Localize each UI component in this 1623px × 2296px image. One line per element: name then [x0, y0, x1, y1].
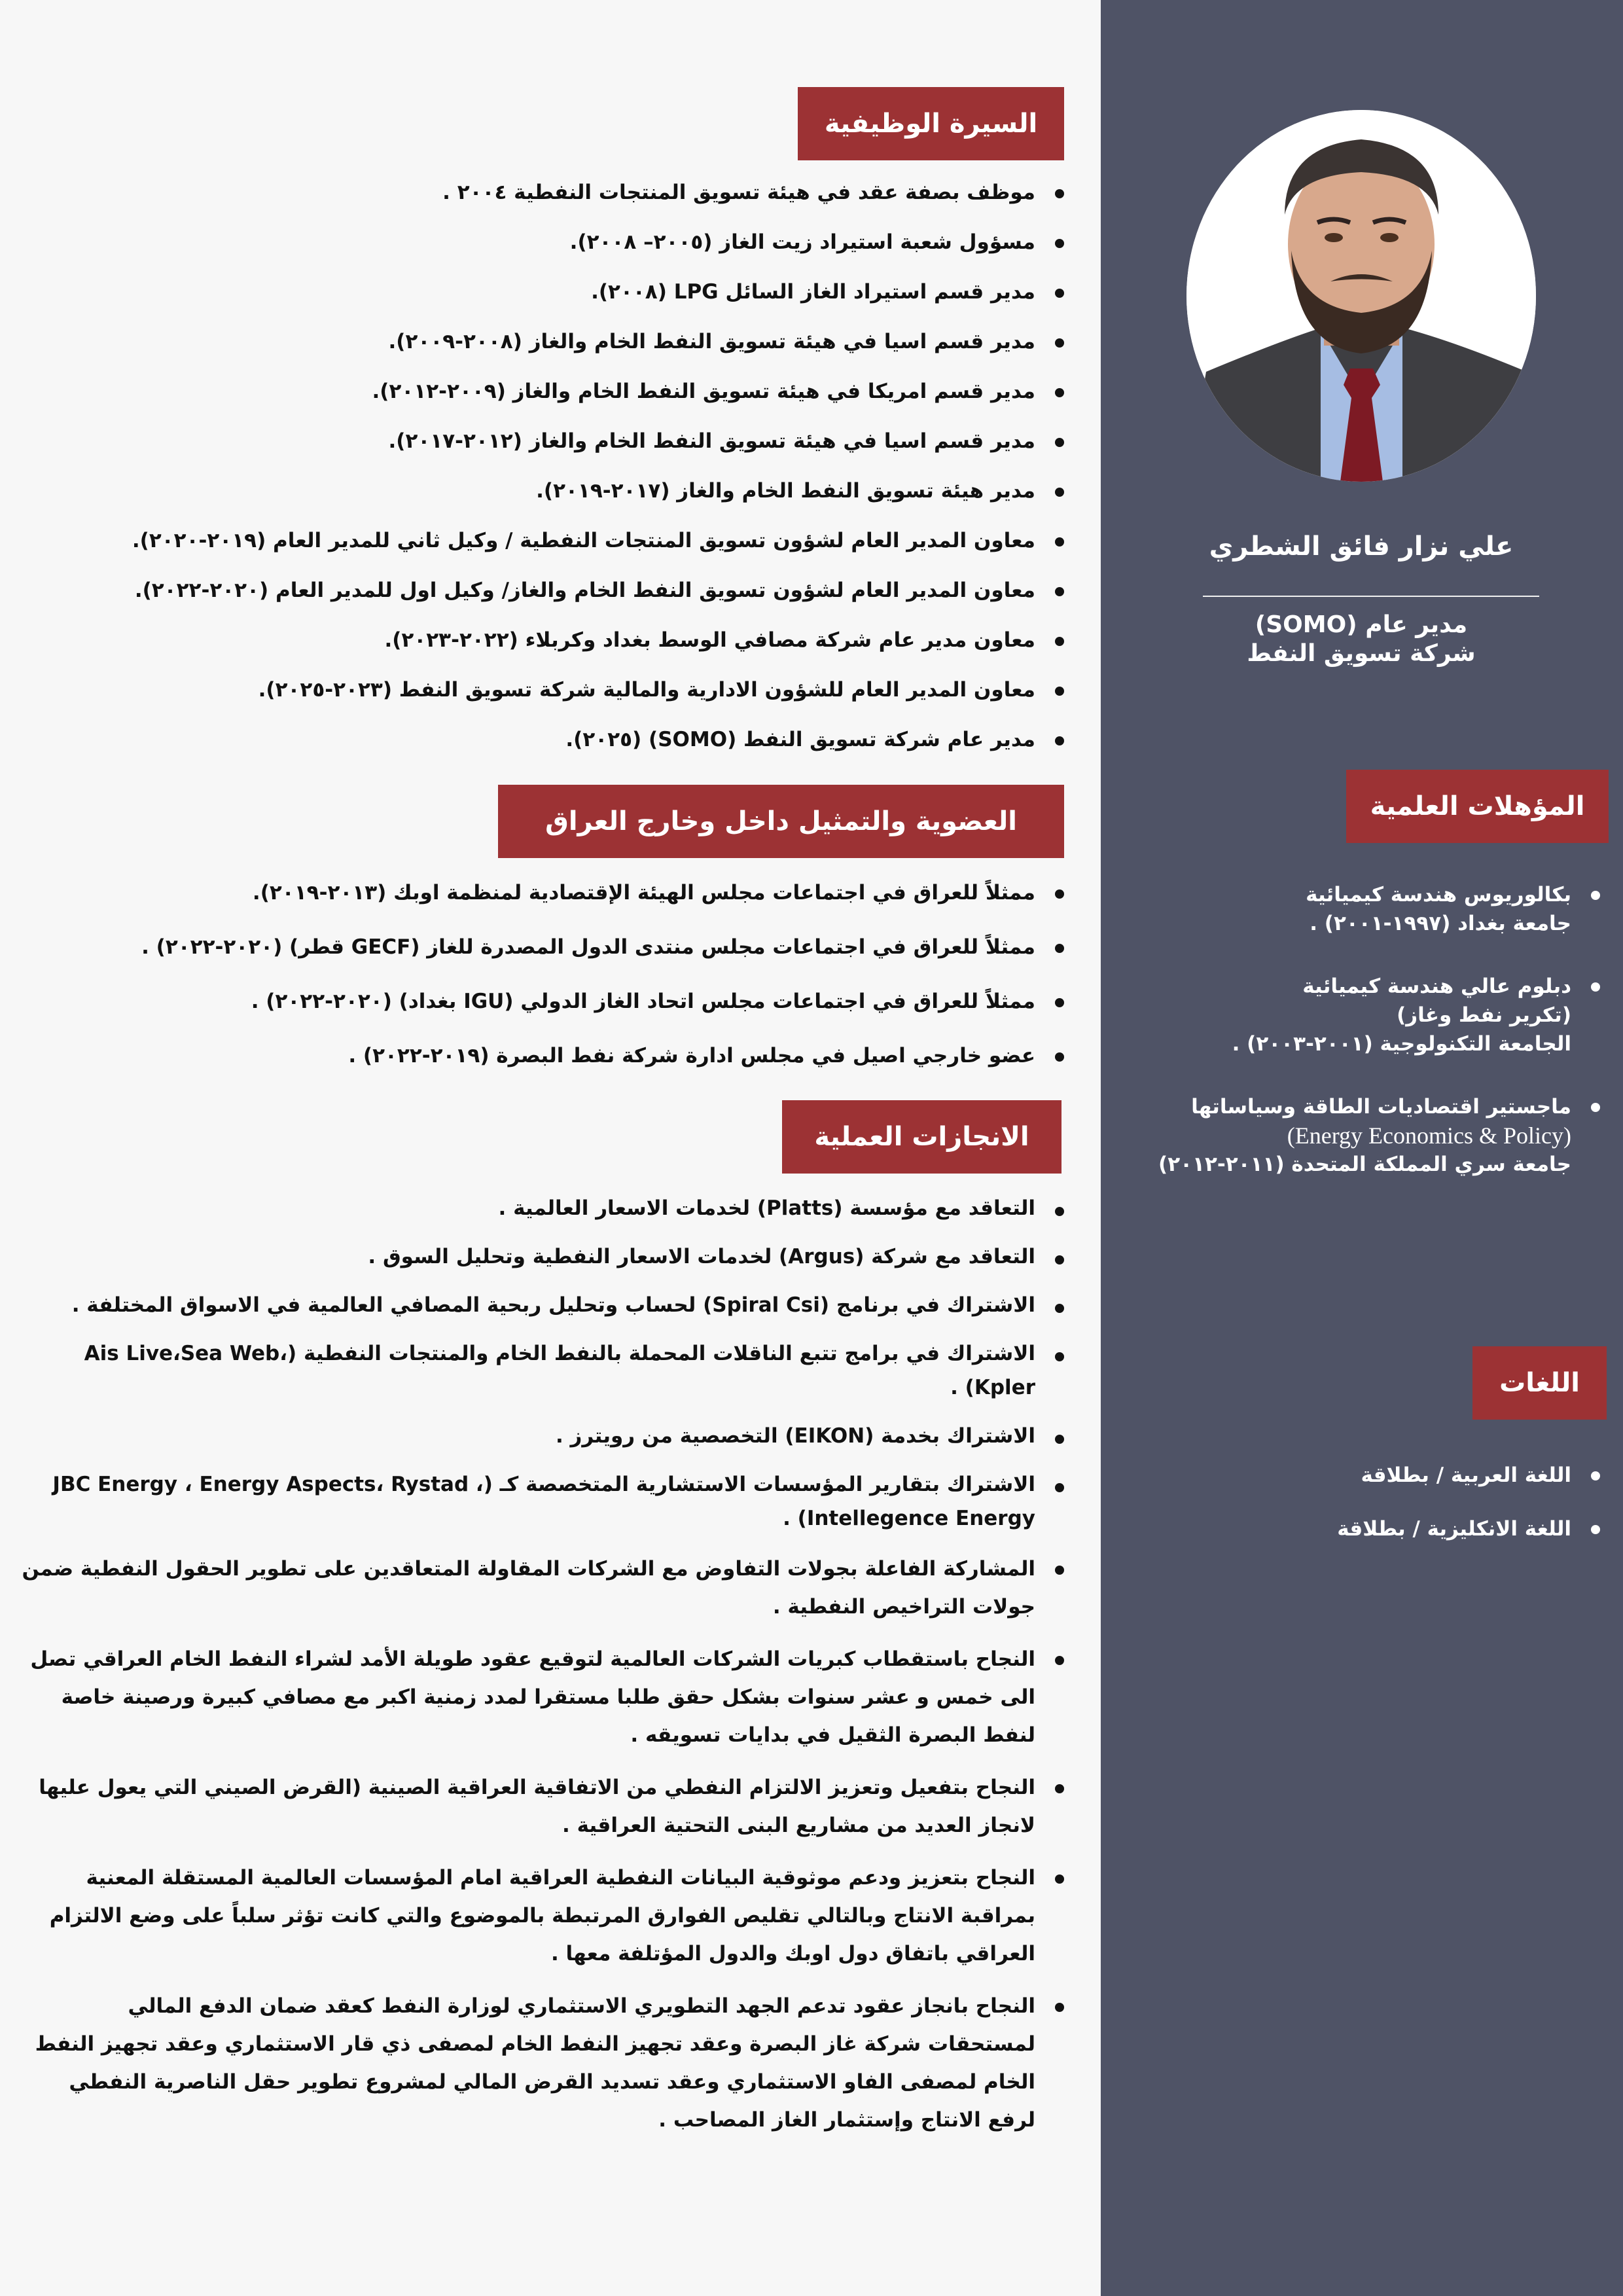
- career-item: مسؤول شعبة استيراد زيت الغاز (٢٠٠٥– ٢٠٠٨).: [26, 226, 1064, 258]
- achievements-list: [20, 1191, 1064, 2153]
- career-item: مدير هيئة تسويق النفط الخام والغاز (٢٠١٧-٢٠١٩).: [26, 475, 1064, 507]
- achievement-item: التعاقد مع شركة (Argus) لخدمات الاسعار النفطية وتحليل السوق .: [20, 1240, 1064, 1274]
- achievement-item: الاشتراك بتقارير المؤسسات الاستشارية المتخصصة كـ (JBC Energy ، Energy Aspects، Rystad ، Intellegence Energy) .: [20, 1467, 1064, 1535]
- career-list: [26, 177, 1064, 774]
- profile-title-line2: شركة تسويق النفط: [1247, 640, 1476, 667]
- qualifications-heading: المؤهلات العلمية: [1346, 770, 1609, 843]
- membership-item: ممثلاً للعراق في اجتماعات مجلس الهيئة الإقتصادية لمنظمة اوبك (٢٠١٣-٢٠١٩).: [26, 877, 1064, 908]
- qualification-degree: بكالوريوس هندسة كيميائية: [1306, 883, 1571, 906]
- career-item: معاون المدير العام للشؤون الادارية والمالية شركة تسويق النفط (٢٠٢٣-٢٠٢٥).: [26, 674, 1064, 706]
- qualification-specialization: (تكرير نفط وغاز): [1397, 1003, 1571, 1027]
- qualification-institution: جامعة سري المملكة المتحدة (٢٠١١-٢٠١٢): [1158, 1153, 1571, 1176]
- qualification-degree: دبلوم عالي هندسة كيميائية: [1302, 975, 1571, 998]
- achievement-item: التعاقد مع مؤسسة (Platts) لخدمات الاسعار العالمية .: [20, 1191, 1064, 1225]
- achievement-item: المشاركة الفاعلة بجولات التفاوض مع الشركات المقاولة المتعاقدين على تطوير الحقول النفطية ضمن جولات التراخيص النفطية .: [20, 1550, 1064, 1626]
- achievements-heading: الانجازات العملية: [782, 1100, 1061, 1174]
- membership-list: [26, 877, 1064, 1094]
- portrait-illustration: [1186, 110, 1536, 482]
- profile-name: علي نزار فائق الشطري: [1209, 531, 1514, 562]
- achievement-item: النجاح باستقطاب كبريات الشركات العالمية لتوقيع عقود طويلة الأمد لشراء النفط الخام العراقي تصل الى خمس و عشر سنوات بشكل حقق طلبا مستقرا لمدد زمنية اكبر مع مصافي كبيرة ورصينة خاصة لنفط البصرة الثقيل في بدايات تسويقه .: [20, 1640, 1064, 1754]
- qualification-item: [1103, 880, 1600, 938]
- career-item: مدير قسم اسيا في هيئة تسويق النفط الخام والغاز (٢٠٠٨-٢٠٠٩).: [26, 326, 1064, 357]
- career-item: مدير عام شركة تسويق النفط (SOMO) (٢٠٢٥).: [26, 724, 1064, 755]
- membership-item: ممثلاً للعراق في اجتماعات مجلس اتحاد الغاز الدولي (IGU بغداد) (٢٠٢٠-٢٠٢٢) .: [26, 986, 1064, 1017]
- career-item: مدير قسم اسيا في هيئة تسويق النفط الخام والغاز (٢٠١٢-٢٠١٧).: [26, 425, 1064, 457]
- languages-list: [1103, 1461, 1623, 1543]
- career-item: معاون المدير العام لشؤون تسويق المنتجات النفطية / وكيل ثاني للمدير العام (٢٠١٩-٢٠٢٠).: [26, 525, 1064, 556]
- career-item: مدير قسم استيراد الغاز السائل LPG (٢٠٠٨).: [26, 276, 1064, 308]
- name-divider: [1203, 596, 1539, 597]
- achievement-item: النجاح بانجاز عقود تدعم الجهد التطويري الاستثماري لوزارة النفط كعقد ضمان الدفع المالي لمستحقات شركة غاز البصرة وعقد تجهيز النفط الخام لمصفى ذي قار الاستثماري وعقد تجهيز النفط الخام لمصفى الفاو الاستثماري وعقد تسديد القرض المالي لمشروع تطوير حقل الناصرية النفطي لرفع الانتاج وإستثمار الغاز المصاحب .: [20, 1987, 1064, 2139]
- qualification-specialization: (Energy Economics & Policy): [1287, 1122, 1571, 1149]
- membership-item: ممثلاً للعراق في اجتماعات مجلس منتدى الدول المصدرة للغاز (GECF قطر) (٢٠٢٠-٢٠٢٢) .: [26, 931, 1064, 963]
- achievement-item: الاشتراك بخدمة (EIKON) التخصصية من رويترز .: [20, 1419, 1064, 1453]
- qualification-institution: الجامعة التكنولوجية (٢٠٠١-٢٠٠٣) .: [1232, 1032, 1571, 1056]
- membership-heading: العضوية والتمثيل داخل وخارج العراق: [498, 785, 1064, 858]
- profile-title: [1106, 611, 1616, 668]
- achievement-item: النجاح بتعزيز ودعم موثوقية البيانات النفطية العراقية امام المؤسسات العالمية المستقلة المعنية بمراقبة الانتاج وبالتالي تقليص الفوارق المرتبطة بالموضوع والتي كانت تؤثر سلباً على وضع الالتزام العراقي باتفاق دول اوبك والدول المؤتلفة معها .: [20, 1859, 1064, 1973]
- profile-title-line1: مدير عام (SOMO): [1255, 611, 1468, 638]
- languages-heading: اللغات: [1472, 1346, 1607, 1420]
- career-item: معاون مدير عام شركة مصافي الوسط بغداد وكربلاء (٢٠٢٢-٢٠٢٣).: [26, 624, 1064, 656]
- qualification-item: [1103, 1092, 1600, 1179]
- achievement-item: الاشتراك في برنامج (Spiral Csi) لحساب وتحليل ربحية المصافي العالمية في الاسواق المختلفة .: [20, 1288, 1064, 1322]
- qualifications-list: [1103, 880, 1623, 1179]
- membership-item: عضو خارجي اصيل في مجلس ادارة شركة نفط البصرة (٢٠١٩-٢٠٢٢) .: [26, 1040, 1064, 1071]
- language-item: اللغة الانكليزية / بطلاقة: [1103, 1515, 1600, 1543]
- language-item: اللغة العربية / بطلاقة: [1103, 1461, 1600, 1490]
- achievement-item: النجاح بتفعيل وتعزيز الالتزام النفطي من الاتفاقية العراقية الصينية (القرض الصيني التي يعول عليها لانجاز العديد من مشاريع البنى التحتية العراقية .: [20, 1768, 1064, 1844]
- career-item: مدير قسم امريكا في هيئة تسويق النفط الخام والغاز (٢٠٠٩-٢٠١٢).: [26, 376, 1064, 407]
- profile-photo: [1186, 110, 1536, 482]
- qualification-institution: جامعة بغداد (١٩٩٧-٢٠٠١) .: [1310, 912, 1571, 935]
- achievement-item: الاشتراك في برامج تتبع الناقلات المحملة بالنفط الخام والمنتجات النفطية (Ais Live،Sea Web، Kpler) .: [20, 1336, 1064, 1405]
- qualification-item: [1103, 972, 1600, 1058]
- career-item: معاون المدير العام لشؤون تسويق النفط الخام والغاز/ وكيل اول للمدير العام (٢٠٢٠-٢٠٢٢).: [26, 575, 1064, 606]
- qualification-degree: ماجستير اقتصاديات الطاقة وسياساتها: [1191, 1095, 1571, 1119]
- career-item: موظف بصفة عقد في هيئة تسويق المنتجات النفطية ٢٠٠٤ .: [26, 177, 1064, 208]
- career-heading: السيرة الوظيفية: [798, 87, 1064, 160]
